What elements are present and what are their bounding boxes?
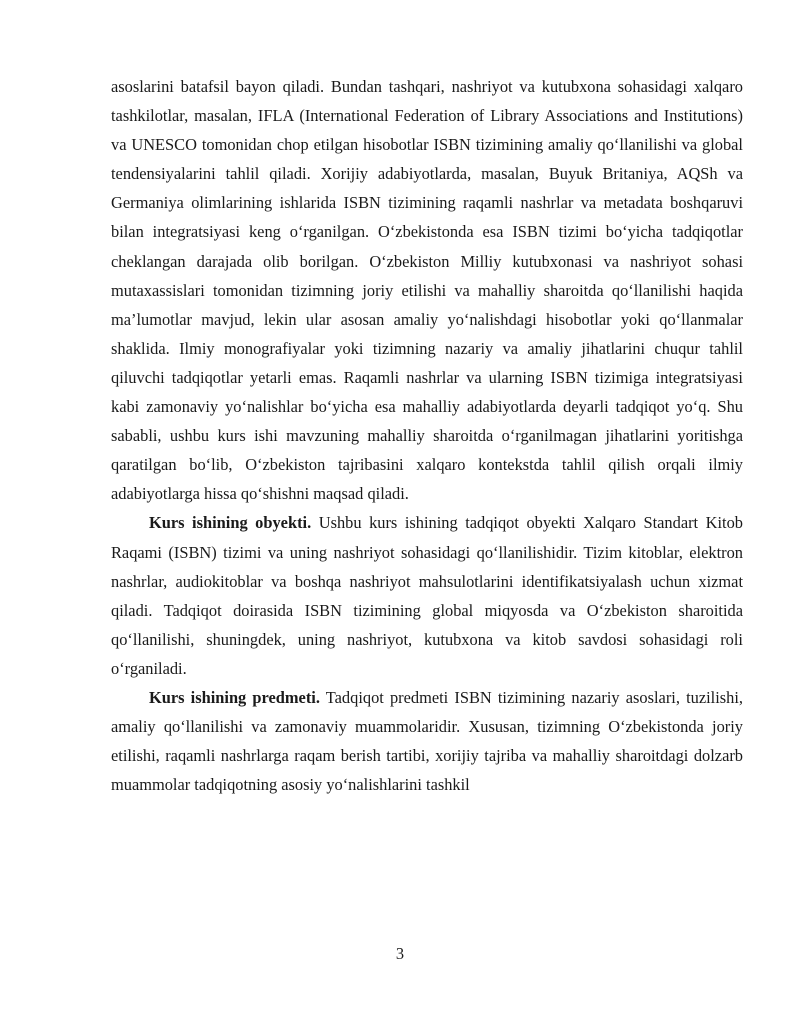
object-heading: Kurs ishining obyekti. [149, 513, 312, 533]
paragraph-object [111, 508, 743, 683]
paragraph-intro [111, 72, 743, 508]
paragraph-intro-text: asoslarini batafsil bayon qiladi. Bundan tashqari, nashriyot va kutubxona sohasidagi xalqaro tashkilotlar, masalan, IFLA (International Federation of Library Associations and Institutions) va UNESCO tomonidan chop etilgan hisobotlar ISBN tizimining amaliy qo‘llanilishi va global tendensiyalarini tahlil qiladi. Xorijiy adabiyotlarda, masalan, Buyuk Britaniya, AQSh va Germaniya olimlarining ishlarida ISBN tizimining raqamli nashrlar va metadata boshqaruvi bilan integratsiyasi keng o‘rganilgan. O‘zbekistonda esa ISBN tizimi bo‘yicha tadqiqotlar cheklangan darajada olib borilgan. O‘zbekiston Milliy kutubxonasi va nashriyot sohasi mutaxassislari tomonidan tizimning joriy etilishi va mahalliy sharoitda qo‘llanilishi haqida ma’lumotlar mavjud, lekin ular asosan amaliy yo‘nalishdagi hisobotlar yoki qo‘llanmalar shaklida. Ilmiy monografiyalar yoki tizimning nazariy va amaliy jihatlarini chuqur tahlil qiluvchi tadqiqotlar yetarli emas. Raqamli nashrlar va ularning ISBN tizimiga integratsiyasi kabi zamonaviy yo‘nalishlar bo‘yicha esa mahalliy adabiyotlarda deyarli tadqiqot yo‘q. Shu sababli, ushbu kurs ishi mavzuning mahalliy sharoitda o‘rganilmagan jihatlarini yoritishga qaratilgan bo‘lib, O‘zbekiston tajribasini xalqaro kontekstda tahlil qilish orqali ilmiy adabiyotlarga hissa qo‘shishni maqsad qiladi. [111, 77, 743, 504]
object-body: Ushbu kurs ishining tadqiqot obyekti Xalqaro Standart Kitob Raqami (ISBN) tizimi va uning nashriyot sohasidagi qo‘llanilishidir. Tizim kitoblar, elektron nashrlar, audiokitoblar va boshqa nashriyot mahsulotlarini identifikatsiyalash uchun xizmat qiladi. Tadqiqot doirasida ISBN tizimining global miqyosda va O‘zbekiston sharoitida qo‘llanilishi, shuningdek, uning nashriyot, kutubxona va kitob savdosi sohasidagi roli o‘rganiladi. [111, 513, 743, 678]
page-number: 3 [395, 944, 405, 963]
body-text [111, 72, 743, 799]
subject-heading: Kurs ishining predmeti. [149, 687, 320, 707]
subject-body: Tadqiqot predmeti ISBN tizimining nazariy asoslari, tuzilishi, amaliy qo‘llanilishi va zamonaviy muammolaridir. Xususan, tizimning O‘zbekistonda joriy etilishi, raqamli nashrlarga raqam berish tartibi, xorijiy tajriba va mahalliy sharoitdagi dolzarb muammolar tadqiqotning asosiy yo‘nalishlarini tashkil [111, 687, 744, 795]
paragraph-subject [111, 683, 743, 799]
